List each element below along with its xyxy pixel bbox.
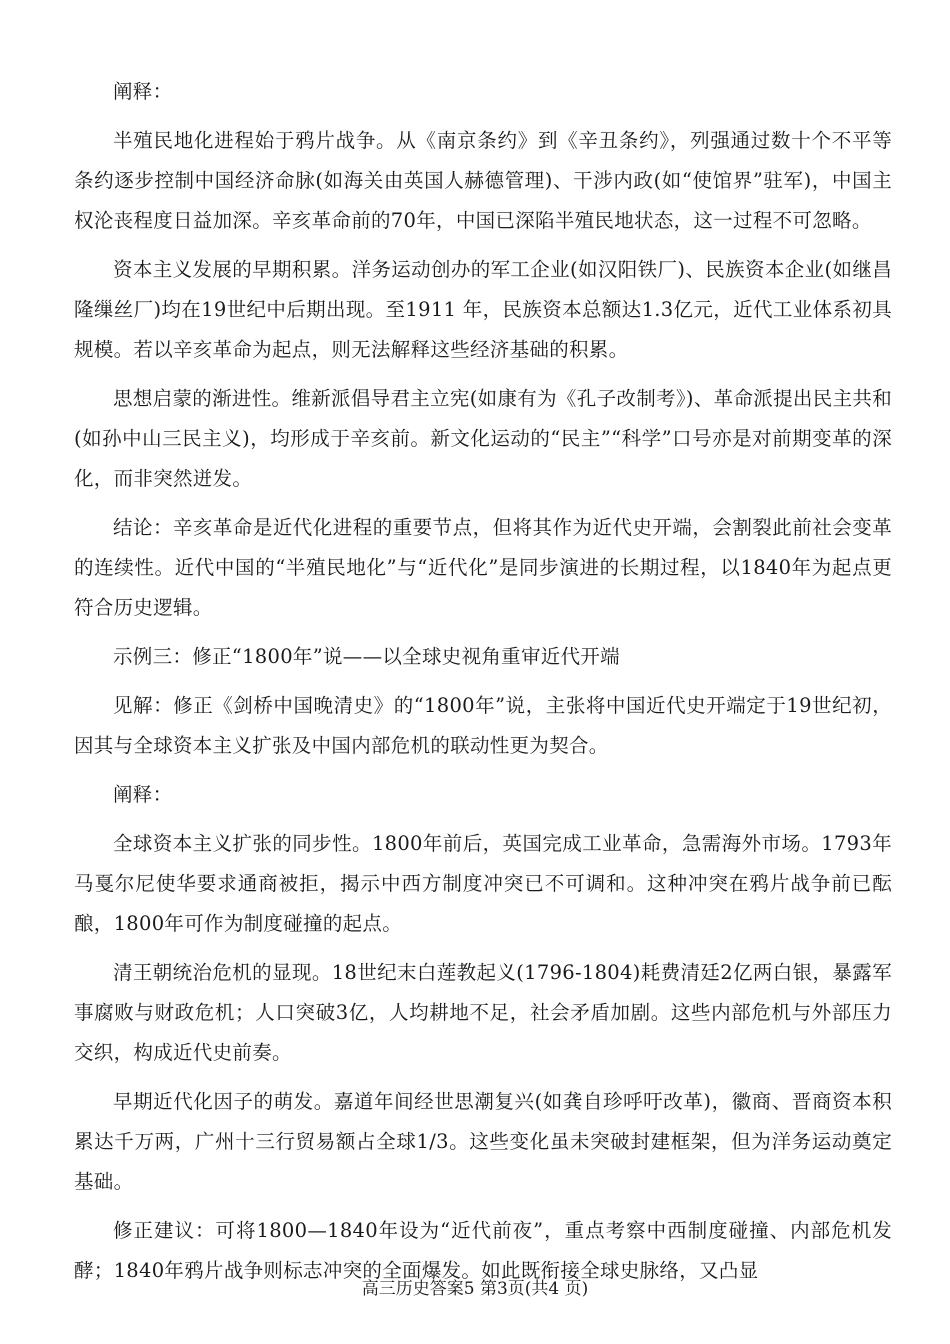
paragraph-capitalism-accumulation: 资本主义发展的早期积累。洋务运动创办的军工企业(如汉阳铁厂)、民族资本企业(如继昌隆缫丝厂)均在19世纪中后期出现。至1911 年，民族资本总额达1.3亿元，近代工业体系初具规模。若以辛亥革命为起点，则无法解释这些经济基础的积累。 (74, 258, 892, 361)
paragraph-explanation-heading: 阐释： (113, 80, 173, 103)
paragraph-revision-suggestion: 修正建议：可将1800—1840年设为“近代前夜”，重点考察中西制度碰撞、内部危机发酵；1840年鸦片战争则标志冲突的全面爆发。如此既衔接全球史脉络，又凸显 (74, 1219, 892, 1282)
paragraph-global-capitalism: 全球资本主义扩张的同步性。1800年前后，英国完成工业革命，急需海外市场。1793年马戛尔尼使华要求通商被拒，揭示中西方制度冲突已不可调和。这种冲突在鸦片战争前已酝酿，1800年可作为制度碰撞的起点。 (74, 832, 892, 935)
paragraph-early-modernization: 早期近代化因子的萌发。嘉道年间经世思潮复兴(如龚自珍呼吁改革)，徽商、晋商资本积累达千万两，广州十三行贸易额占全球1/3。这些变化虽未突破封建框架，但为洋务运动奠定基础。 (74, 1090, 892, 1193)
paragraph-viewpoint: 见解：修正《剑桥中国晚清史》的“1800年”说，主张将中国近代史开端定于19世纪初，因其与全球资本主义扩张及中国内部危机的联动性更为契合。 (74, 694, 892, 757)
paragraph-semicolonization: 半殖民地化进程始于鸦片战争。从《南京条约》到《辛丑条约》，列强通过数十个不平等条约逐步控制中国经济命脉(如海关由英国人赫德管理)、干涉内政(如“使馆界”驻军)，中国主权沦丧程度日益加深。辛亥革命前的70年，中国已深陷半殖民地状态，这一过程不可忽略。 (74, 129, 892, 232)
paragraph-conclusion: 结论：辛亥革命是近代化进程的重要节点，但将其作为近代史开端，会割裂此前社会变革的连续性。近代中国的“半殖民地化”与“近代化”是同步演进的长期过程，以1840年为起点更符合历史逻辑。 (74, 516, 892, 619)
document-body (74, 72, 892, 1300)
paragraph-enlightenment: 思想启蒙的渐进性。维新派倡导君主立宪(如康有为《孔子改制考》)、革命派提出民主共和(如孙中山三民主义)，均形成于辛亥前。新文化运动的“民主”“科学”口号亦是对前期变革的深化，而非突然迸发。 (74, 387, 892, 490)
paragraph-explanation-heading-2: 阐释： (113, 783, 173, 806)
page-footer: 高三历史答案5 第3页(共4 页) (361, 1279, 589, 1299)
paragraph-example-three-title: 示例三：修正“1800年”说——以全球史视角重审近代开端 (113, 645, 620, 668)
paragraph-qing-crisis: 清王朝统治危机的显现。18世纪末白莲教起义(1796-1804)耗费清廷2亿两白银，暴露军事腐败与财政危机；人口突破3亿，人均耕地不足，社会矛盾加剧。这些内部危机与外部压力交织，构成近代史前奏。 (74, 961, 892, 1064)
